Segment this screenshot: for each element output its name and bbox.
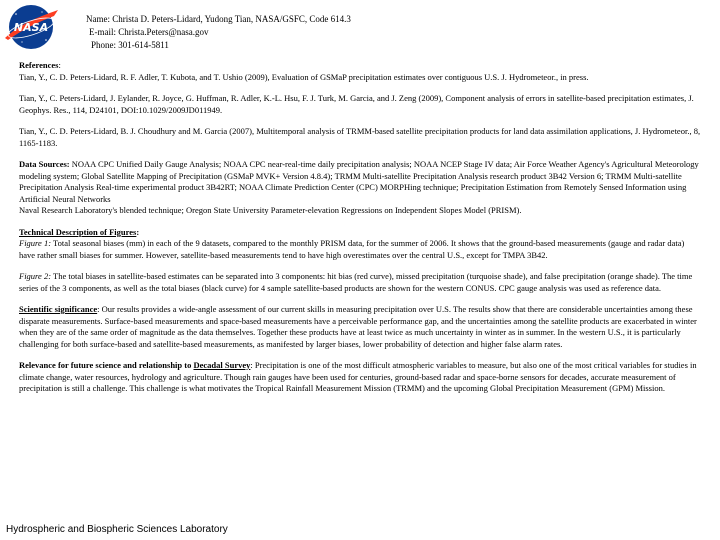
reference-item-2 bbox=[19, 93, 701, 116]
significance-section: Scientific significance: Our results provides a wide-angle assessment of our current skills in measuring precipitation over U.S. The results show that there are considerable uncertainties among these disparate measurements. Surface-based measurements and space-based measurements have a perceivable performance gap, and the uncertainties among the satellite products are exacerbated in winter when they are of the same order of magnitude as the data themselves. Together these products have at least twice as much uncertainty in winter as in summer. In the western U.S., it is particularly challenging for both surface-based and satellite-based measurements, as manifested by larger biases, lower probability of detection and higher false alarm rates. bbox=[19, 304, 697, 349]
contact-phone: Phone: 301-614-5811 bbox=[91, 40, 169, 50]
data-sources-text: NOAA CPC Unified Daily Gauge Analysis; NOAA CPC near-real-time daily precipitation analysis; NOAA NCEP Stage IV data; Air Force Weather Agency's Agricultural Meteorology modeling system; Global Satellite Mapping of Precipitation (GSMaP MVK+ Version 4.8.4); TRMM Multi-satellite Precipitation Analysis research product 3B42 Version 6; TRMM Multi-satellite Precipitation Analysis Real-time experimental product 3B42RT; NOAA Climate Prediction Center (CPC) MORPHing technique; Precipitation Estimation from Remotely Sensed Information using Artificial Neural Networks bbox=[19, 159, 699, 204]
figure2-text: The total biases in satellite-based estimates can be separated into 3 components: hit bias (red curve), missed precipitation (turquoise shade), and false precipitation (orange shade). The time series of the 3 components, as well as the total biases (black curve) for 4 sample satellite-based products are shown for the western CONUS. CPC gauge analysis was used as reference data. bbox=[19, 271, 693, 293]
data-sources-section: Data Sources: NOAA CPC Unified Daily Gauge Analysis; NOAA CPC near-real-time daily precipitation analysis; NOAA NCEP Stage IV data; Air Force Weather Agency's Agricultural Meteorology modeling system; Global Satellite Mapping of Precipitation (GSMaP MVK+ Version 4.8.4); TRMM Multi-satellite Precipitation Analysis research product 3B42 Version 6; TRMM Multi-satellite Precipitation Analysis Real-time experimental product 3B42RT; NOAA Climate Prediction Center (CPC) MORPHing technique; Precipitation Estimation from Remotely Sensed Information using Artificial Neural Networks Naval Research Laboratory's blended technique; Oregon State University Parameter-elevation Regressions on Independent Slopes Model (PRISM). bbox=[19, 159, 699, 215]
reference-item: Tian, Y., C. D. Peters-Lidard, B. J. Choudhury and M. Garcia (2007), Multitemporal analysis of TRMM-based satellite precipitation products for land data assimilation applications, J. Hydrometeor., 8, 1165-1183. bbox=[19, 126, 701, 148]
references-heading: References bbox=[19, 60, 59, 70]
decadal-survey-heading: Decadal Survey bbox=[193, 360, 251, 370]
figure1-text: Total seasonal biases (mm) in each of the 9 datasets, compared to the monthly PRISM data, for the summer of 2006. It shows that the ground-based measurements (gauge and radar data) have rather small biases for summer. However, satellite-based measurements tend to have high overestimates over the central U.S., except for TMPA 3B42. bbox=[19, 238, 685, 260]
figure2-paragraph bbox=[19, 271, 701, 294]
technical-heading: Technical Description of Figures bbox=[19, 226, 137, 237]
contact-email: E-mail: Christa.Peters@nasa.gov bbox=[89, 27, 209, 37]
significance-heading: Scientific significance bbox=[19, 304, 98, 314]
figure1-label: Figure 1: bbox=[19, 238, 52, 248]
relevance-heading: Relevance for future science and relationship to bbox=[19, 360, 194, 370]
reference-item: Tian, Y., C. Peters-Lidard, J. Eylander, R. Joyce, G. Huffman, R. Adler, K.-L. Hsu, F. J. Turk, M. Garcia, and J. Zeng (2009), Component analysis of errors in satellite-based precipitation estimates, J. Geophys. Res., 114, D24101, DOI:10.1029/2009JD011949. bbox=[19, 93, 694, 115]
reference-item-3 bbox=[19, 126, 701, 149]
nasa-logo-text: NASA bbox=[13, 21, 49, 34]
technical-section: Technical Description of Figures: Figure 1: Total seasonal biases (mm) in each of the 9 datasets, compared to the monthly PRISM data, for the summer of 2006. It shows that the ground-based measurements (gauge and radar data) have rather small biases for summer. However, satellite-based measurements tend to have high overestimates over the central U.S., except for TMPA 3B42. bbox=[19, 226, 685, 260]
relevance-section: Relevance for future science and relationship to Decadal Survey: Precipitation is one of the most difficult atmospheric variables to measure, but also one of the most critical variables for studies in climate change, water resources, hydrology and agriculture. Though rain gauges have been used for centuries, ground-based radar and space-borne sensors for decades, accurate measurement of precipitation is still a challenge. This challenge is what motivates the Tropical Rainfall Measurement Mission (TRMM) and the upcoming Global Precipitation Measurement (GPM) Mission. bbox=[19, 360, 697, 393]
data-sources-text-2: Naval Research Laboratory's blended technique; Oregon State University Parameter-elevation Regressions on Independent Slopes Model (PRISM). bbox=[19, 205, 522, 215]
document-body bbox=[19, 60, 701, 405]
reference-item: Tian, Y., C. D. Peters-Lidard, R. F. Adler, T. Kubota, and T. Ushio (2009), Evaluation of GSMaP precipitation estimates over contiguous U.S. J. Hydrometeor., in press. bbox=[19, 71, 589, 82]
contact-block bbox=[86, 13, 351, 52]
contact-name: Name: Christa D. Peters-Lidard, Yudong Tian, NASA/GSFC, Code 614.3 bbox=[86, 14, 351, 24]
significance-text: Our results provides a wide-angle assessment of our current skills in measuring precipitation over U.S. The results show that there are considerable uncertainties among these disparate measurements. Surface-based measurements and space-based measurements have a perceivable performance gap, and the uncertainties among the satellite products are exacerbated in winter when they are of the same order of magnitude as the data themselves. Together these products have at least twice as much uncertainty in winter as in summer. In the western U.S., it is particularly challenging for both surface-based and satellite-based measurements, as manifested by larger biases, lower probability of detection and higher false alarm rates. bbox=[19, 304, 697, 349]
relevance-text: Precipitation is one of the most difficult atmospheric variables to measure, but also one of the most critical variables for studies in climate change, water resources, hydrology and agriculture. Though rain gauges have been used for centuries, ground-based radar and space-borne sensors for decades, accurate measurement of precipitation is still a challenge. This challenge is what motivates the Tropical Rainfall Measurement Mission (TRMM) and the upcoming Global Precipitation Measurement (GPM) Mission. bbox=[19, 360, 697, 393]
figure2-label: Figure 2: bbox=[19, 271, 52, 281]
nasa-logo bbox=[2, 2, 60, 52]
data-sources-heading: Data Sources bbox=[19, 159, 67, 169]
references-section: References: Tian, Y., C. D. Peters-Lidard, R. F. Adler, T. Kubota, and T. Ushio (2009), Evaluation of GSMaP precipitation estimates over contiguous U.S. J. Hydrometeor., in press. bbox=[19, 60, 589, 82]
footer-lab-name: Hydrospheric and Biospheric Sciences Laboratory bbox=[6, 524, 228, 535]
